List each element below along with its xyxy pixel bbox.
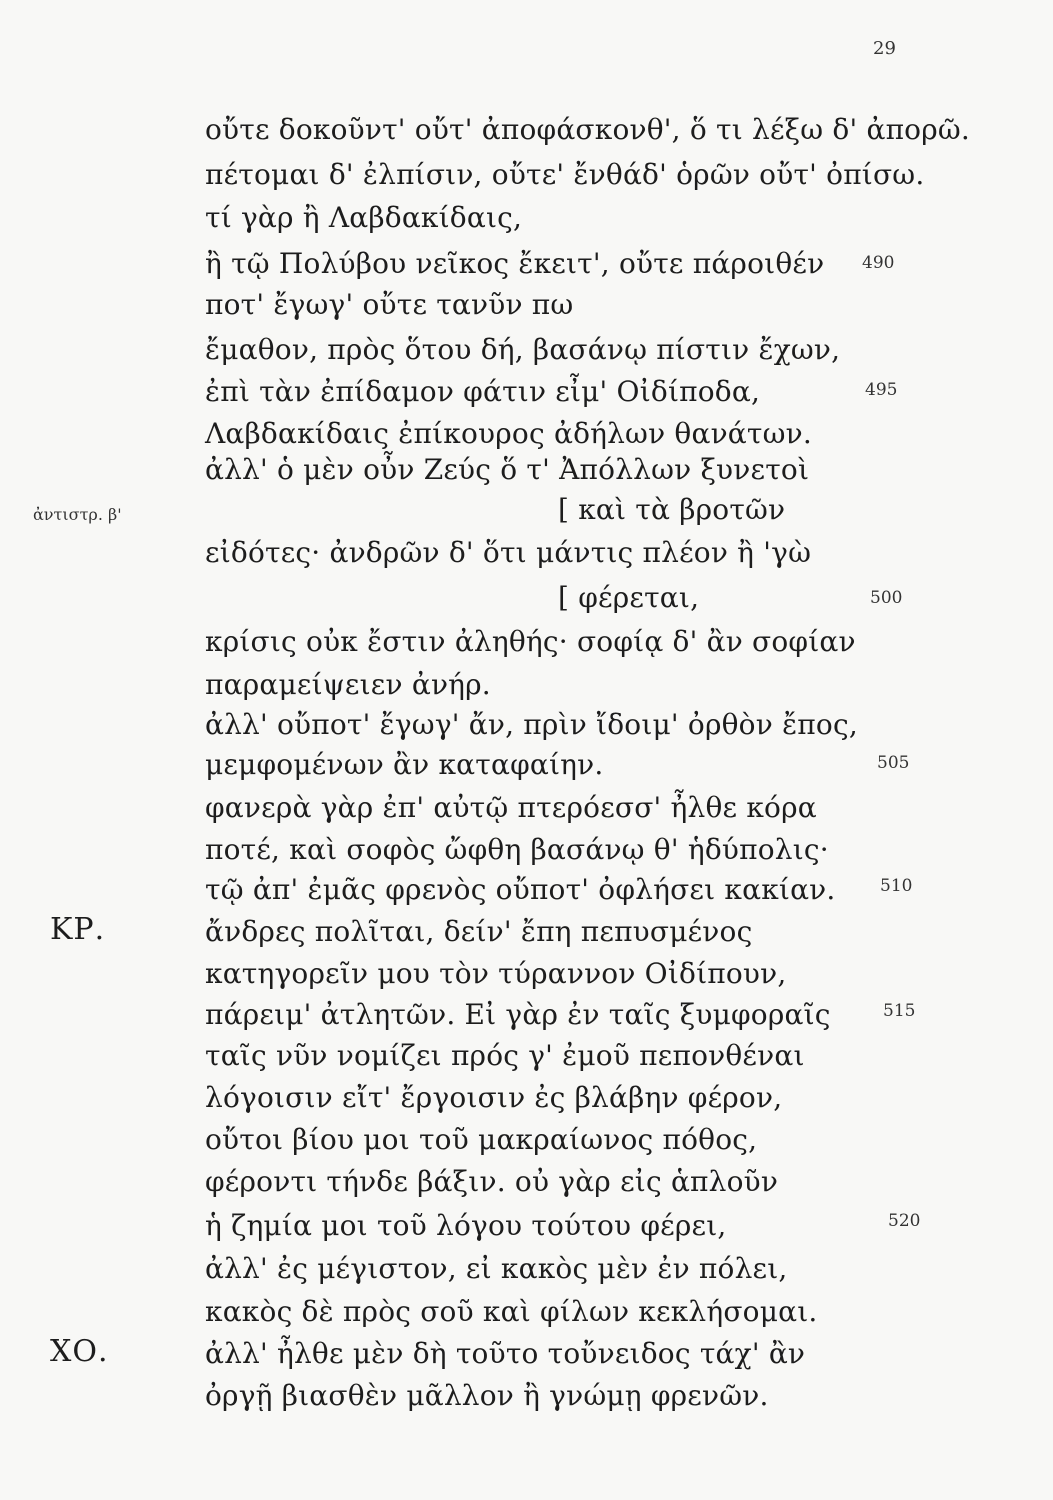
speaker-label-chorus: ΧΟ. bbox=[50, 1334, 109, 1369]
line-number: 520 bbox=[888, 1211, 921, 1231]
speaker-label-kreon: ΚΡ. bbox=[50, 912, 106, 947]
verse-line-continuation: [ καὶ τὰ βροτῶν bbox=[558, 493, 786, 526]
verse-line: ἔμαθον, πρὸς ὅτου δή, βασάνῳ πίστιν ἔχων, bbox=[205, 333, 841, 366]
verse-line: ἐπὶ τὰν ἐπίδαμον φάτιν εἶμ' Οἰδίποδα, bbox=[205, 375, 761, 408]
verse-line: φανερὰ γὰρ ἐπ' αὐτῷ πτερόεσσ' ἦλθε κόρα bbox=[205, 791, 817, 824]
verse-line: ἄνδρες πολῖται, δείν' ἔπη πεπυσμένος bbox=[205, 915, 753, 948]
line-number: 505 bbox=[877, 753, 910, 773]
line-number: 490 bbox=[862, 253, 895, 273]
verse-line: ἀλλ' ἦλθε μὲν δὴ τοῦτο τοὔνειδος τάχ' ἂν bbox=[205, 1337, 806, 1370]
verse-line: Λαβδακίδαις ἐπίκουρος ἀδήλων θανάτων. bbox=[205, 417, 812, 450]
verse-line: μεμφομένων ἂν καταφαίην. bbox=[205, 748, 604, 781]
verse-line: ἢ τῷ Πολύβου νεῖκος ἔκειτ', οὔτε πάροιθέν bbox=[205, 247, 825, 280]
verse-line: ποτέ, καὶ σοφὸς ὤφθη βασάνῳ θ' ἡδύπολις· bbox=[205, 833, 829, 866]
verse-line-continuation: [ φέρεται, bbox=[558, 581, 700, 614]
verse-line: κατηγορεῖν μου τὸν τύραννον Οἰδίπουν, bbox=[205, 957, 787, 990]
page-number: 29 bbox=[873, 38, 896, 59]
line-number: 515 bbox=[883, 1001, 916, 1021]
line-number: 495 bbox=[865, 380, 898, 400]
verse-line: οὔτοι βίου μοι τοῦ μακραίωνος πόθος, bbox=[205, 1123, 758, 1156]
line-number: 500 bbox=[870, 588, 903, 608]
verse-line: ὀργῇ βιασθὲν μᾶλλον ἢ γνώμῃ φρενῶν. bbox=[205, 1379, 769, 1412]
verse-line: εἰδότες· ἀνδρῶν δ' ὅτι μάντις πλέον ἢ 'γὼ bbox=[205, 536, 812, 569]
verse-line: κακὸς δὲ πρὸς σοῦ καὶ φίλων κεκλήσομαι. bbox=[205, 1295, 818, 1328]
verse-line: παραμείψειεν ἀνήρ. bbox=[205, 668, 491, 701]
verse-line: τῷ ἀπ' ἐμᾶς φρενὸς οὔποτ' ὀφλήσει κακίαν. bbox=[205, 873, 836, 906]
verse-line: ταῖς νῦν νομίζει πρός γ' ἐμοῦ πεπονθέναι bbox=[205, 1039, 805, 1072]
verse-line: ἀλλ' ἐς μέγιστον, εἰ κακὸς μὲν ἐν πόλει, bbox=[205, 1252, 788, 1285]
verse-line: τί γὰρ ἢ Λαβδακίδαις, bbox=[205, 201, 523, 234]
verse-line: ποτ' ἔγωγ' οὔτε τανῦν πω bbox=[205, 288, 574, 321]
verse-line: λόγοισιν εἴτ' ἔργοισιν ἐς βλάβην φέρον, bbox=[205, 1081, 783, 1114]
verse-line: φέροντι τήνδε βάξιν. οὐ γὰρ εἰς ἁπλοῦν bbox=[205, 1165, 779, 1198]
verse-line: οὔτε δοκοῦντ' οὔτ' ἀποφάσκονθ', ὅ τι λέξω δ' ἀπορῶ. bbox=[205, 113, 971, 146]
line-number: 510 bbox=[880, 876, 913, 896]
verse-line: πέτομαι δ' ἐλπίσιν, οὔτε' ἔνθάδ' ὁρῶν οὔτ' ὀπίσω. bbox=[205, 158, 925, 191]
verse-line: ἡ ζημία μοι τοῦ λόγου τούτου φέρει, bbox=[205, 1209, 727, 1242]
verse-line: ἀλλ' ὁ μὲν οὖν Ζεύς ὅ τ' Ἀπόλλων ξυνετοὶ bbox=[205, 453, 810, 486]
antistrophe-note: ἀντιστρ. β' bbox=[33, 505, 122, 524]
verse-line: ἀλλ' οὔποτ' ἔγωγ' ἄν, πρὶν ἴδοιμ' ὀρθὸν ἔπος, bbox=[205, 708, 858, 741]
verse-line: πάρειμ' ἀτλητῶν. Εἰ γὰρ ἐν ταῖς ξυμφοραῖς bbox=[205, 998, 831, 1031]
verse-line: κρίσις οὐκ ἔστιν ἀληθής· σοφίᾳ δ' ἂν σοφίαν bbox=[205, 625, 856, 658]
